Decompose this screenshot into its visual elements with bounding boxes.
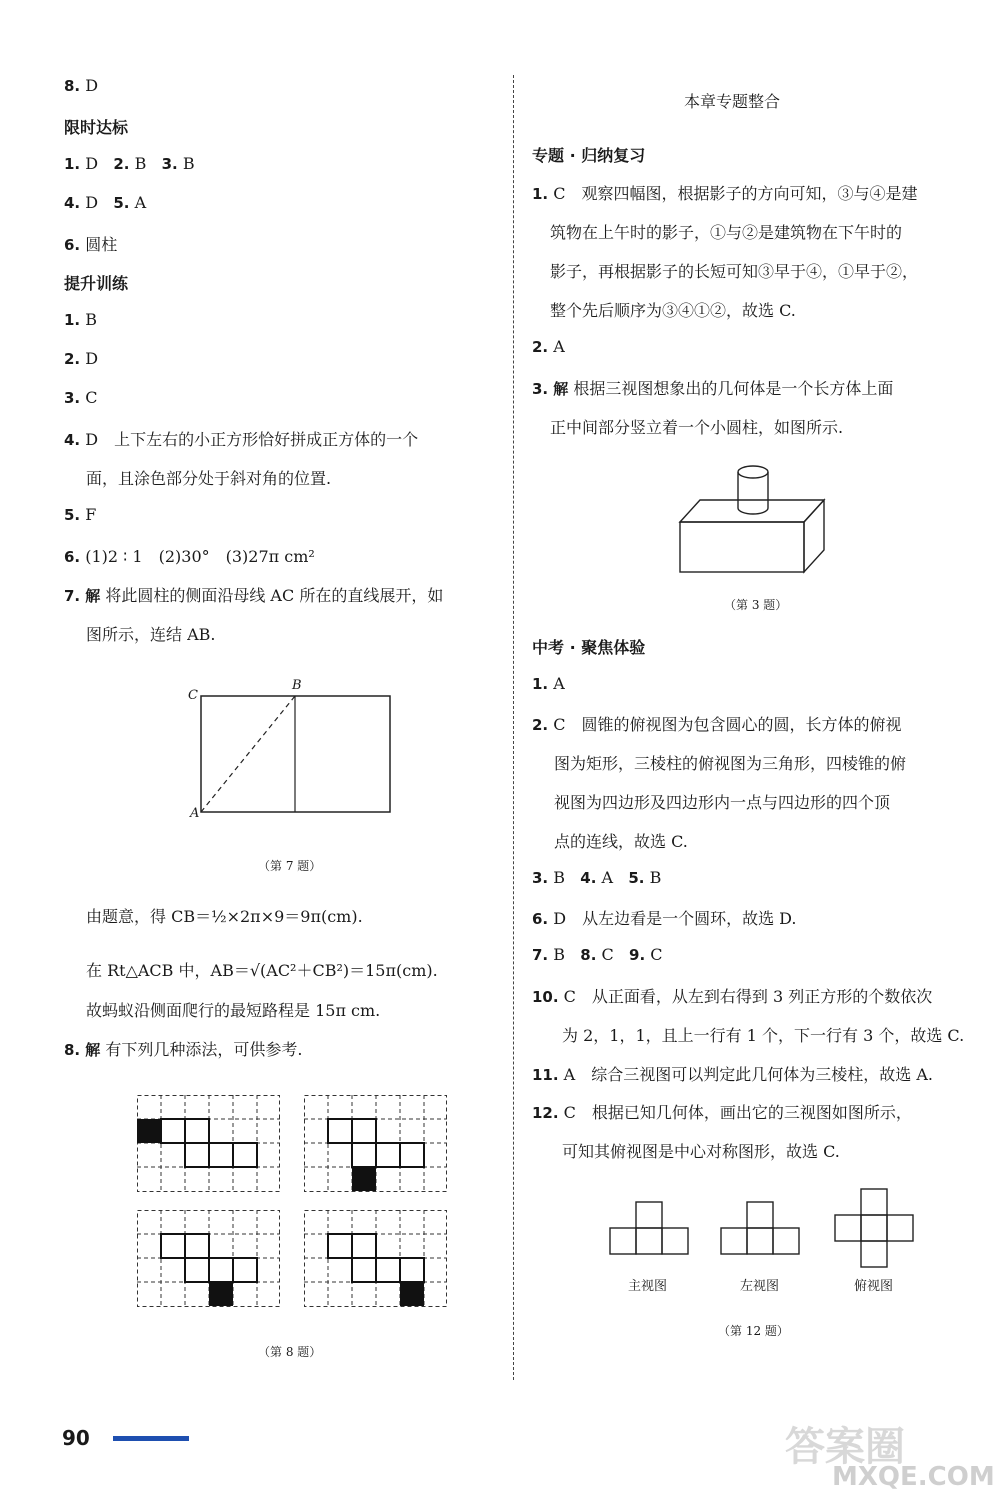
figure-8-caption: （第 8 题） (258, 1345, 322, 1359)
answer-line: 1. B (64, 310, 97, 329)
figure-7-caption: （第 7 题） (258, 859, 322, 873)
answer-line: 8. 解 有下列几种添法，可供参考. (64, 1040, 303, 1059)
answer-line: 12. C 根据已知几何体，画出它的三视图如图所示， (532, 1103, 912, 1122)
answer-line-cont: 图所示，连结 AB. (86, 625, 216, 644)
figure-8-grid-3 (137, 1210, 280, 1307)
figure-12-front-label: 主视图 (628, 1279, 668, 1294)
figure-12-top-view (833, 1187, 917, 1271)
answer-line-cont: 筑物在上午时的影子，①与②是建筑物在下午时的 (550, 223, 903, 242)
answer-line-cont: 正中间部分竖立着一个小圆柱，如图所示. (550, 418, 844, 437)
section-heading: 专题 · 归纳复习 (532, 146, 646, 165)
answer-line: 10. C 从正面看，从左到右得到 3 列正方形的个数依次 (532, 987, 933, 1006)
section-heading: 提升训练 (64, 274, 129, 293)
answer-line-cont: 整个先后顺序为③④①②，故选 C. (550, 301, 796, 320)
figure-12-left-view (719, 1200, 803, 1258)
figure-7-unrolled-cylinder (180, 672, 410, 832)
figure-3-caption: （第 3 题） (724, 598, 788, 612)
figure-8-grid-4 (304, 1210, 447, 1307)
answer-line-cont: 影子，再根据影子的长短可知③早于④，①早于②， (550, 262, 919, 281)
answer-line: 7. B 8. C 9. C (532, 945, 663, 964)
solution-line: 在 Rt△ACB 中，AB＝√(AC²＋CB²)＝15π(cm). (86, 961, 438, 980)
answer-line-cont: 面，且涂色部分处于斜对角的位置. (86, 469, 332, 488)
section-heading: 中考 · 聚焦体验 (532, 638, 646, 657)
figure-7-label-b: B (292, 678, 302, 693)
answer-line: 6. 圆柱 (64, 235, 118, 254)
answer-line: 3. B 4. A 5. B (532, 868, 662, 887)
figure-12-caption: （第 12 题） (718, 1324, 789, 1338)
chapter-title: 本章专题整合 (684, 92, 781, 111)
answer-line: 3. C (64, 388, 98, 407)
figure-8-grid-2 (304, 1095, 447, 1192)
answer-line-cont: 视图为四边形及四边形内一点与四边形的四个顶 (554, 793, 891, 812)
watermark-url: MXQE.COM (832, 1462, 995, 1492)
page-number-bar (113, 1436, 189, 1441)
answer-line-cont: 为 2，1，1，且上一行有 1 个，下一行有 3 个，故选 C. (562, 1026, 965, 1045)
answer-line: 8. D (64, 76, 99, 95)
answer-line: 2. D (64, 349, 99, 368)
answer-line: 1. C 观察四幅图，根据影子的方向可知，③与④是建 (532, 184, 918, 203)
answer-line: 5. F (64, 505, 97, 524)
figure-7-label-c: C (188, 688, 198, 703)
answer-line-cont: 点的连线，故选 C. (554, 832, 688, 851)
answer-line: 2. C 圆锥的俯视图为包含圆心的圆，长方体的俯视 (532, 715, 902, 734)
solution-line: 由题意，得 CB＝½×2π×9＝9π(cm). (86, 907, 363, 926)
answer-line-cont: 图为矩形，三棱柱的俯视图为三角形，四棱锥的俯 (554, 754, 907, 773)
figure-8-grid-1 (137, 1095, 280, 1192)
answer-line: 1. A (532, 674, 565, 693)
figure-12-top-label: 俯视图 (854, 1279, 894, 1294)
page-number: 90 (62, 1426, 90, 1450)
watermark-logo: 答案圈 (785, 1424, 905, 1470)
answer-line: 3. 解 根据三视图想象出的几何体是一个长方体上面 (532, 379, 894, 398)
figure-7-label-a: A (190, 806, 200, 821)
answer-line: 4. D 上下左右的小正方形恰好拼成正方体的一个 (64, 430, 419, 449)
figure-12-left-label: 左视图 (740, 1279, 780, 1294)
answer-line: 2. A (532, 337, 565, 356)
answer-line: 4. D 5. A (64, 193, 147, 212)
figure-3-box-with-cylinder (676, 460, 846, 575)
figure-12-front-view (608, 1200, 692, 1258)
column-divider (513, 75, 514, 1380)
answer-line: 1. D 2. B 3. B (64, 154, 195, 173)
answer-line-cont: 可知其俯视图是中心对称图形，故选 C. (562, 1142, 840, 1161)
solution-line: 故蚂蚁沿侧面爬行的最短路程是 15π cm. (86, 1001, 381, 1020)
answer-line: 6. (1)2 ∶ 1 (2)30° (3)27π cm² (64, 547, 315, 566)
section-heading: 限时达标 (64, 118, 129, 137)
answer-line: 11. A 综合三视图可以判定此几何体为三棱柱，故选 A. (532, 1065, 933, 1084)
answer-line: 6. D 从左边看是一个圆环，故选 D. (532, 909, 797, 928)
answer-line: 7. 解 将此圆柱的侧面沿母线 AC 所在的直线展开，如 (64, 586, 444, 605)
